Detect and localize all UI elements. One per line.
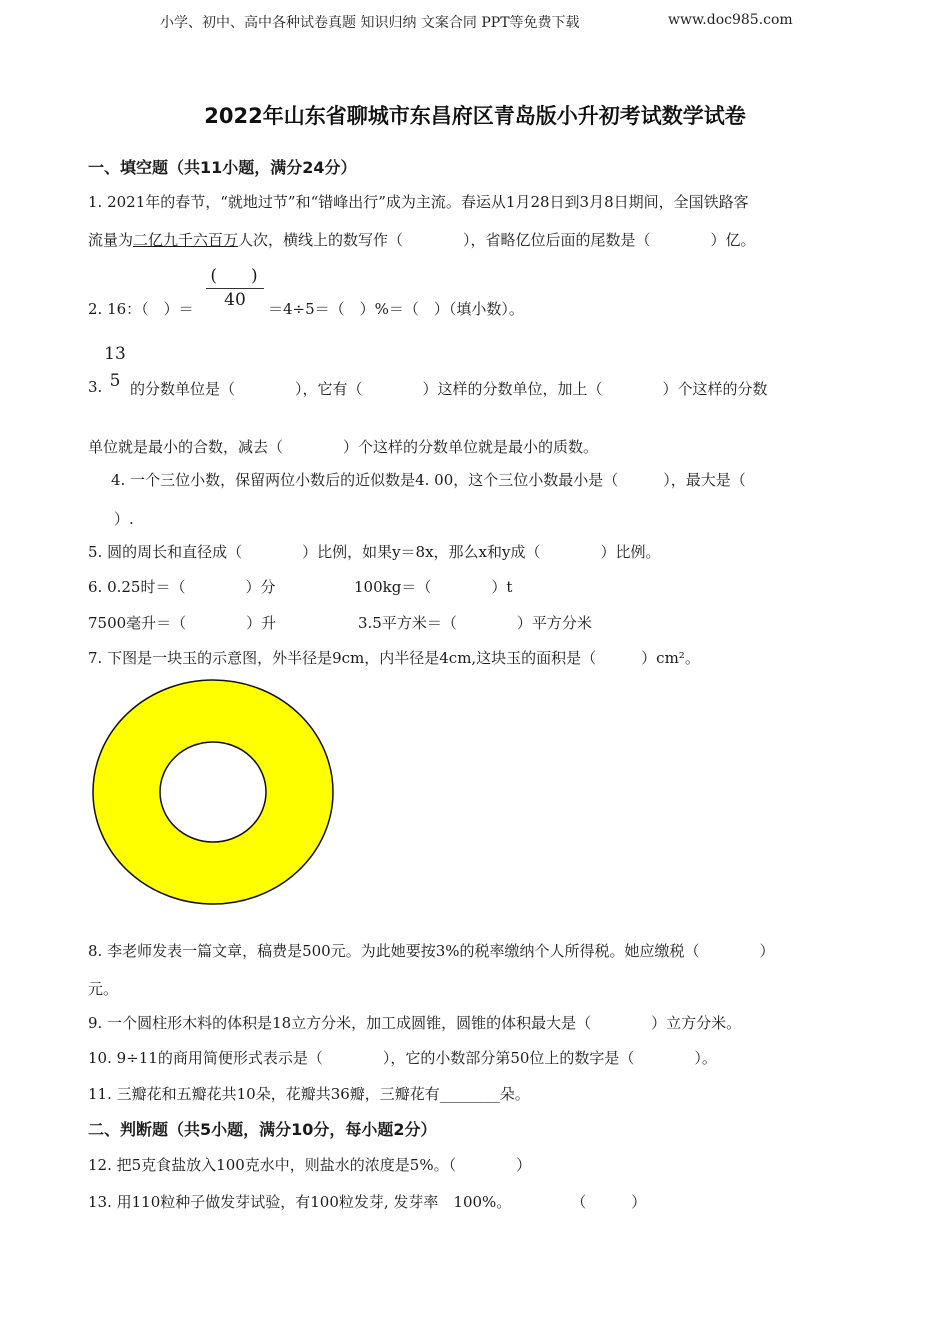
question-5: 5. 圆的周长和直径成（ ）比例，如果y＝8x，那么x和y成（ ）比例。 [88,543,661,561]
question-3-line-2: 单位就是最小的合数，减去（ ）个这样的分数单位就是最小的质数。 [88,438,599,456]
question-2-suffix: ＝4÷5＝（ ）%＝（ ）（填小数）。 [268,300,524,318]
question-4-line-2: ）. [114,510,134,528]
question-2-fraction-bar [206,288,264,289]
question-8-line-1: 8. 李老师发表一篇文章，稿费是500元。为此她要按3%的税率缴纳个人所得税。她应缴税（ ） [88,942,775,960]
jade-ring-figure [88,676,338,908]
header-url[interactable]: www.doc985.com [668,12,793,28]
question-2-fraction-numerator: ( ) [210,266,258,286]
page-title: 2022年山东省聊城市东昌府区青岛版小升初考试数学试卷 [204,104,746,128]
question-9: 9. 一个圆柱形木料的体积是18立方分米，加工成圆锥，圆锥的体积最大是（ ）立方分米。 [88,1014,742,1032]
question-6-part-b: 100kg＝（ ）t [354,578,513,596]
question-6-part-d: 3.5平方米＝（ ）平方分米 [358,614,592,632]
question-2-fraction-denominator: 40 [224,290,246,310]
question-1-underlined-number: 二亿九千六百万 [133,231,239,249]
question-1-suffix: 人次，横线上的数写作（ ），省略亿位后面的尾数是（ ）亿。 [238,231,756,249]
section-heading-fill-blank: 一、填空题（共11小题，满分24分） [88,158,357,177]
section-heading-true-false: 二、判断题（共5小题，满分10分，每小题2分） [88,1120,437,1139]
question-6-part-c: 7500毫升＝（ ）升 [88,614,277,632]
question-4-line-1: 4. 一个三位小数，保留两位小数后的近似数是4. 00，这个三位小数最小是（ ），最大是（ [111,471,746,489]
question-8-line-2: 元。 [88,980,119,998]
question-1-line-1: 1. 2021年的春节，“就地过节”和“错峰出行”成为主流。春运从1月28日到3月8日期间，全国铁路客 [88,193,749,211]
ring-inner-circle [160,742,266,842]
question-3-line-1: 的分数单位是（ ），它有（ ）这样的分数单位，加上（ ）个这样的分数 [130,380,768,398]
question-10: 10. 9÷11的商用简便形式表示是（ ），它的小数部分第50位上的数字是（ ）。 [88,1049,717,1067]
question-1-prefix: 流量为 [88,231,134,249]
question-1-line-2 [88,229,756,250]
header-text: 小学、初中、高中各种试卷真题 知识归纳 文案合同 PPT等免费下载 [160,15,580,31]
question-3-fraction-denominator: 5 [109,371,121,391]
question-6-part-a: 6. 0.25时＝（ ）分 [88,578,276,596]
question-3-fraction-numerator: 13 [104,344,126,364]
question-3-prefix: 3. [88,378,103,396]
question-13: 13. 用110粒种子做发芽试验，有100粒发芽, 发芽率 100%。 （ ） [88,1193,647,1211]
question-12: 12. 把5克食盐放入100克水中，则盐水的浓度是5%。（ ） [88,1156,532,1174]
question-7: 7. 下图是一块玉的示意图，外半径是9cm，内半径是4cm,这块玉的面积是（ ）cm²。 [88,649,700,667]
question-11: 11. 三瓣花和五瓣花共10朵，花瓣共36瓣，三瓣花有________朵。 [88,1085,530,1103]
question-2-prefix: 2. 16：（ ）＝ [88,300,194,318]
